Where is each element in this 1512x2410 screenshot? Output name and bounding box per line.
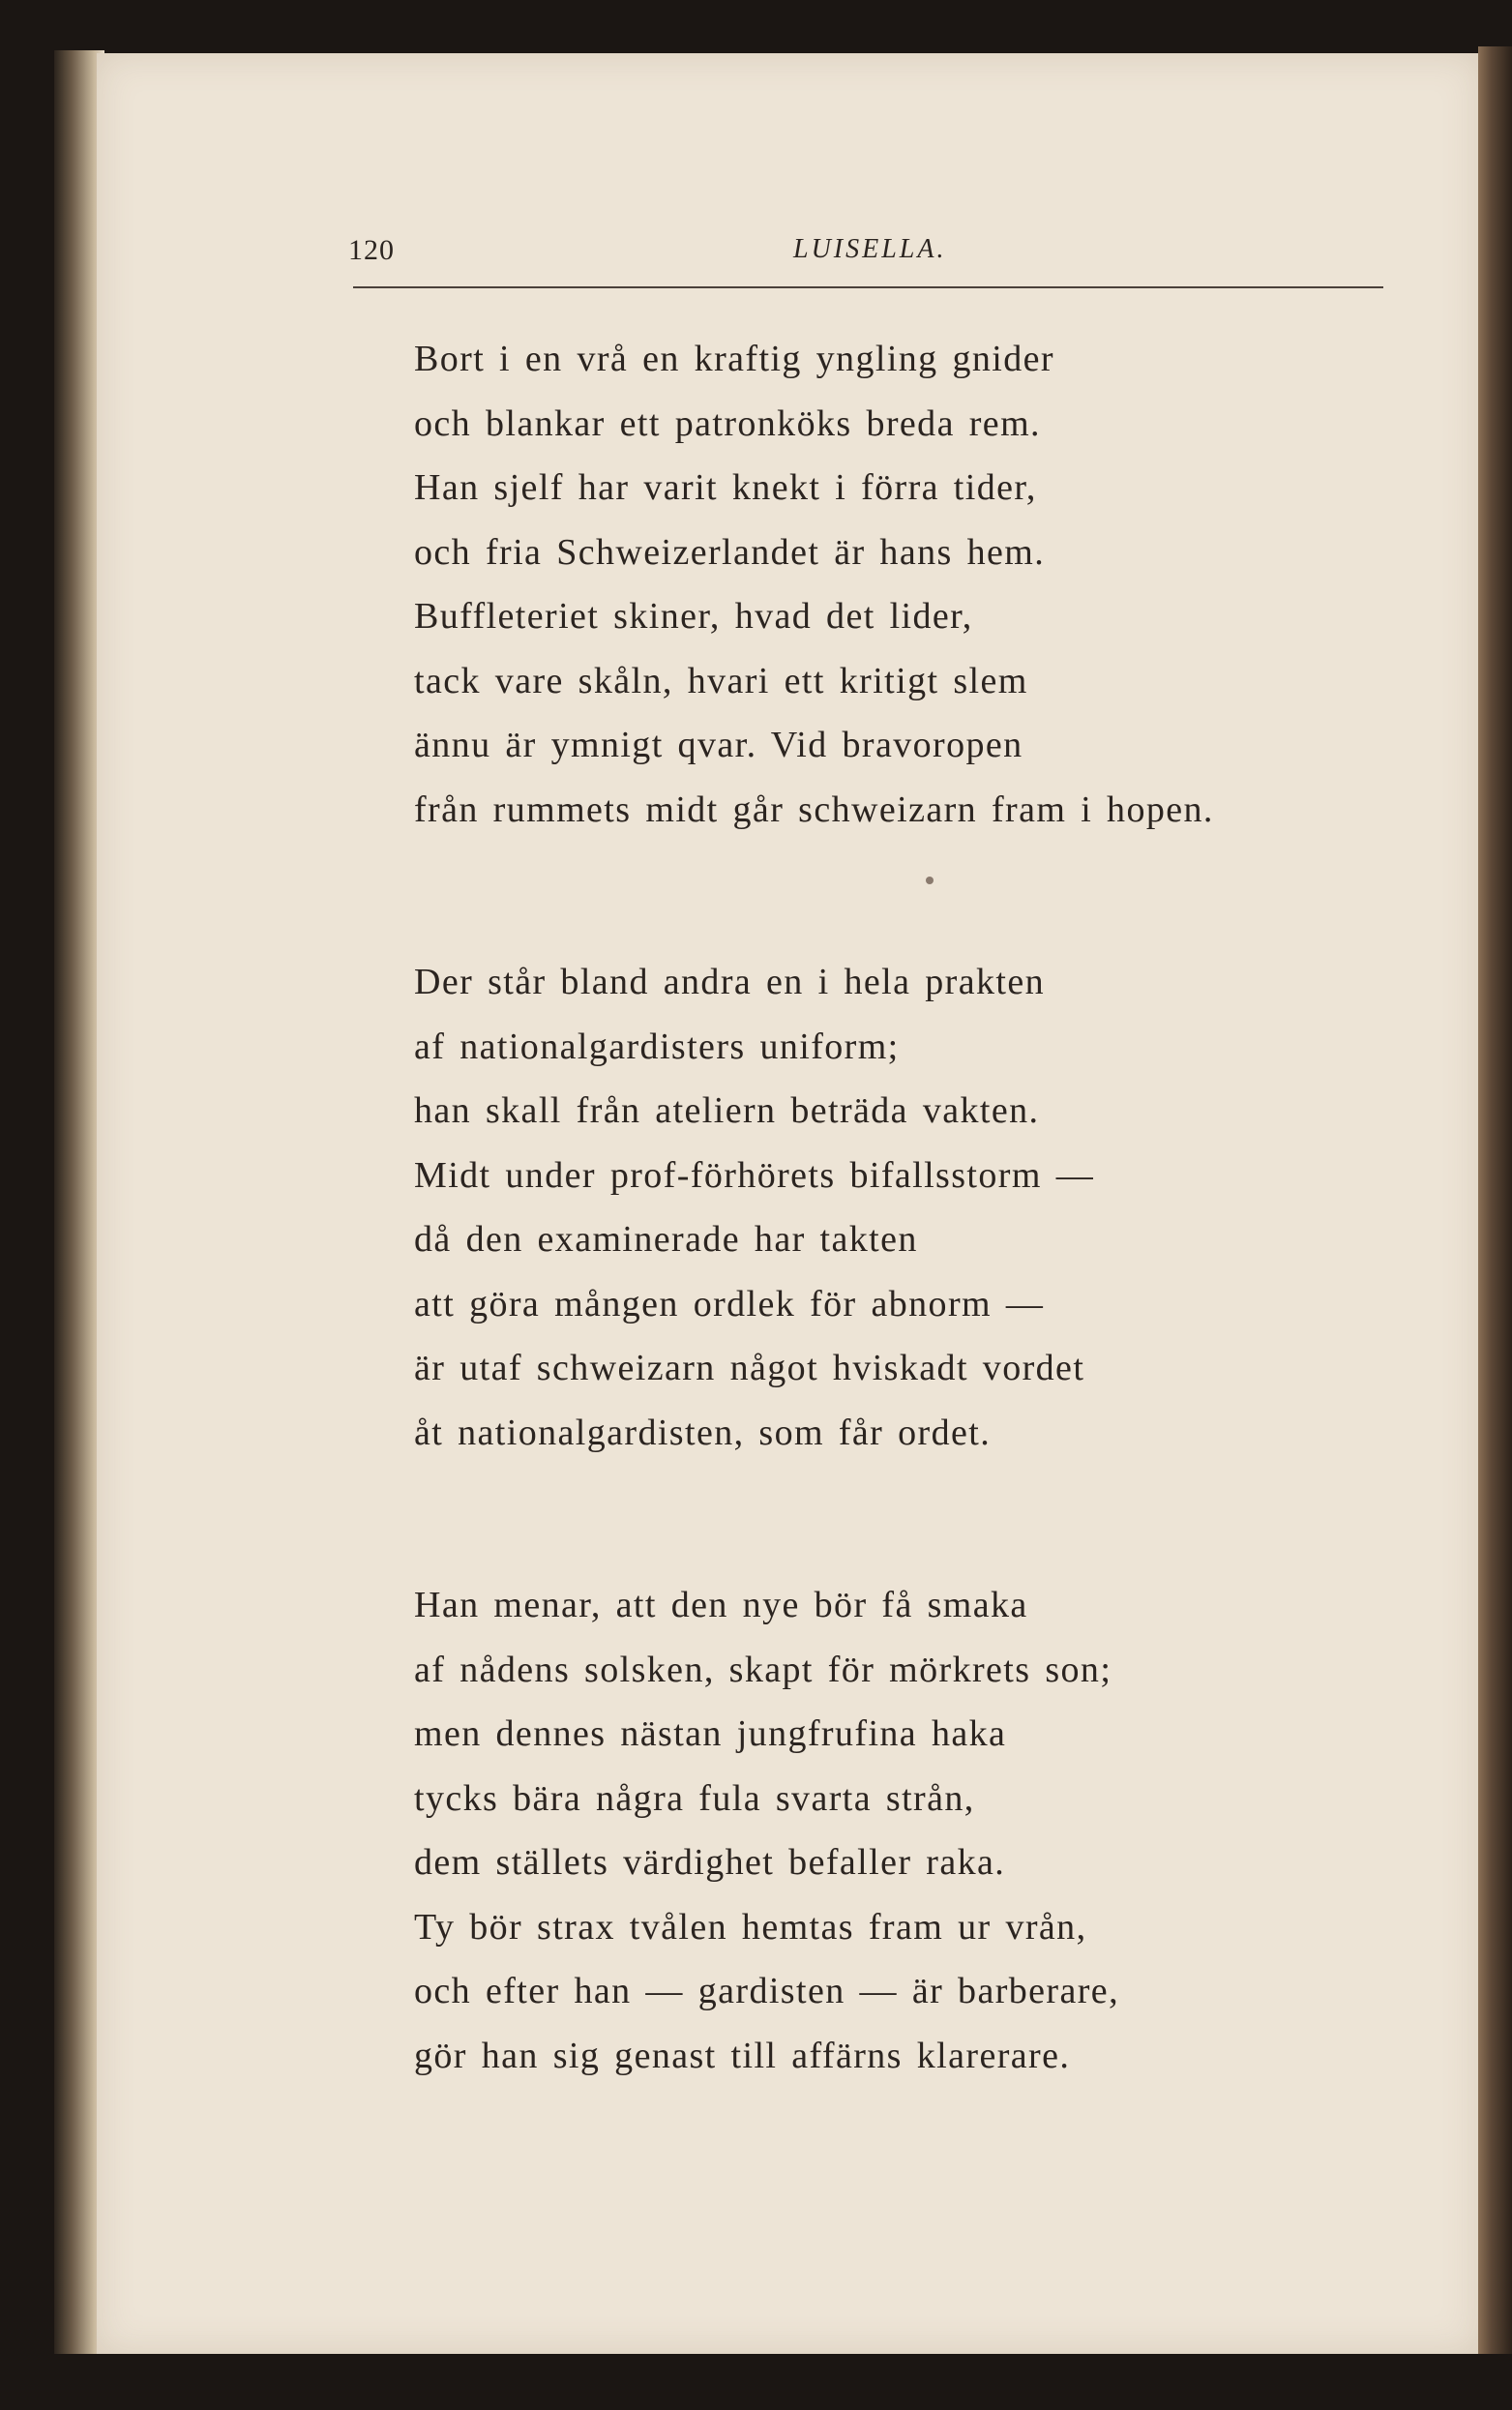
poem-line: Han sjelf har varit knekt i förra tider, xyxy=(414,467,1037,508)
poem-line: Han menar, att den nye bör få smaka xyxy=(414,1585,1028,1625)
poem-line: att göra mången ordlek för abnorm — xyxy=(414,1283,1045,1324)
poem-line: tycks bära några fula svarta strån, xyxy=(414,1777,975,1819)
poem-line: gör han sig genast till affärns klarerare. xyxy=(414,2035,1071,2076)
poem-line: Bort i en vrå en kraftig yngling gnider xyxy=(414,339,1054,379)
running-title: LUISELLA. xyxy=(793,234,947,264)
poem-text xyxy=(414,327,1459,2088)
poem-line: af nådens solsken, skapt för mörkrets son; xyxy=(414,1649,1112,1690)
stanza xyxy=(414,950,1459,1465)
poem-line: är utaf schweizarn något hviskadt vordet xyxy=(414,1348,1085,1388)
poem-line: tack vare skåln, hvari ett kritigt slem xyxy=(414,660,1028,701)
poem-line: dem ställets värdighet befaller raka. xyxy=(414,1842,1006,1883)
poem-line: ännu är ymnigt qvar. Vid bravoropen xyxy=(414,725,1023,765)
poem-line: Buffleteriet skiner, hvad det lider, xyxy=(414,596,973,637)
poem-line: Der står bland andra en i hela prakten xyxy=(414,962,1045,1002)
poem-line: från rummets midt går schweizarn fram i hopen. xyxy=(414,788,1214,830)
poem-line: men dennes nästan jungfrufina haka xyxy=(414,1713,1007,1754)
poem-line: åt nationalgardisten, som får ordet. xyxy=(414,1412,992,1453)
poem-line: Ty bör strax tvålen hemtas fram ur vrån, xyxy=(414,1906,1087,1948)
poem-line: han skall från ateliern beträda vakten. xyxy=(414,1090,1040,1131)
book-right-edge xyxy=(1478,46,1512,2364)
poem-line: då den examinerade har takten xyxy=(414,1219,918,1260)
stanza xyxy=(414,327,1459,842)
stanza xyxy=(414,1573,1459,2088)
running-header xyxy=(252,234,1383,288)
header-rule xyxy=(353,286,1383,288)
poem-line: och fria Schweizerlandet är hans hem. xyxy=(414,531,1046,573)
page-number: 120 xyxy=(348,234,395,266)
poem-line: Midt under prof-förhörets bifallsstorm — xyxy=(414,1154,1095,1196)
poem-line: af nationalgardisters uniform; xyxy=(414,1026,900,1067)
book-bottom-edge xyxy=(54,2354,1512,2410)
poem-line: och blankar ett patronköks breda rem. xyxy=(414,402,1041,444)
poem-line: och efter han — gardisten — är barberare, xyxy=(414,1971,1119,2011)
